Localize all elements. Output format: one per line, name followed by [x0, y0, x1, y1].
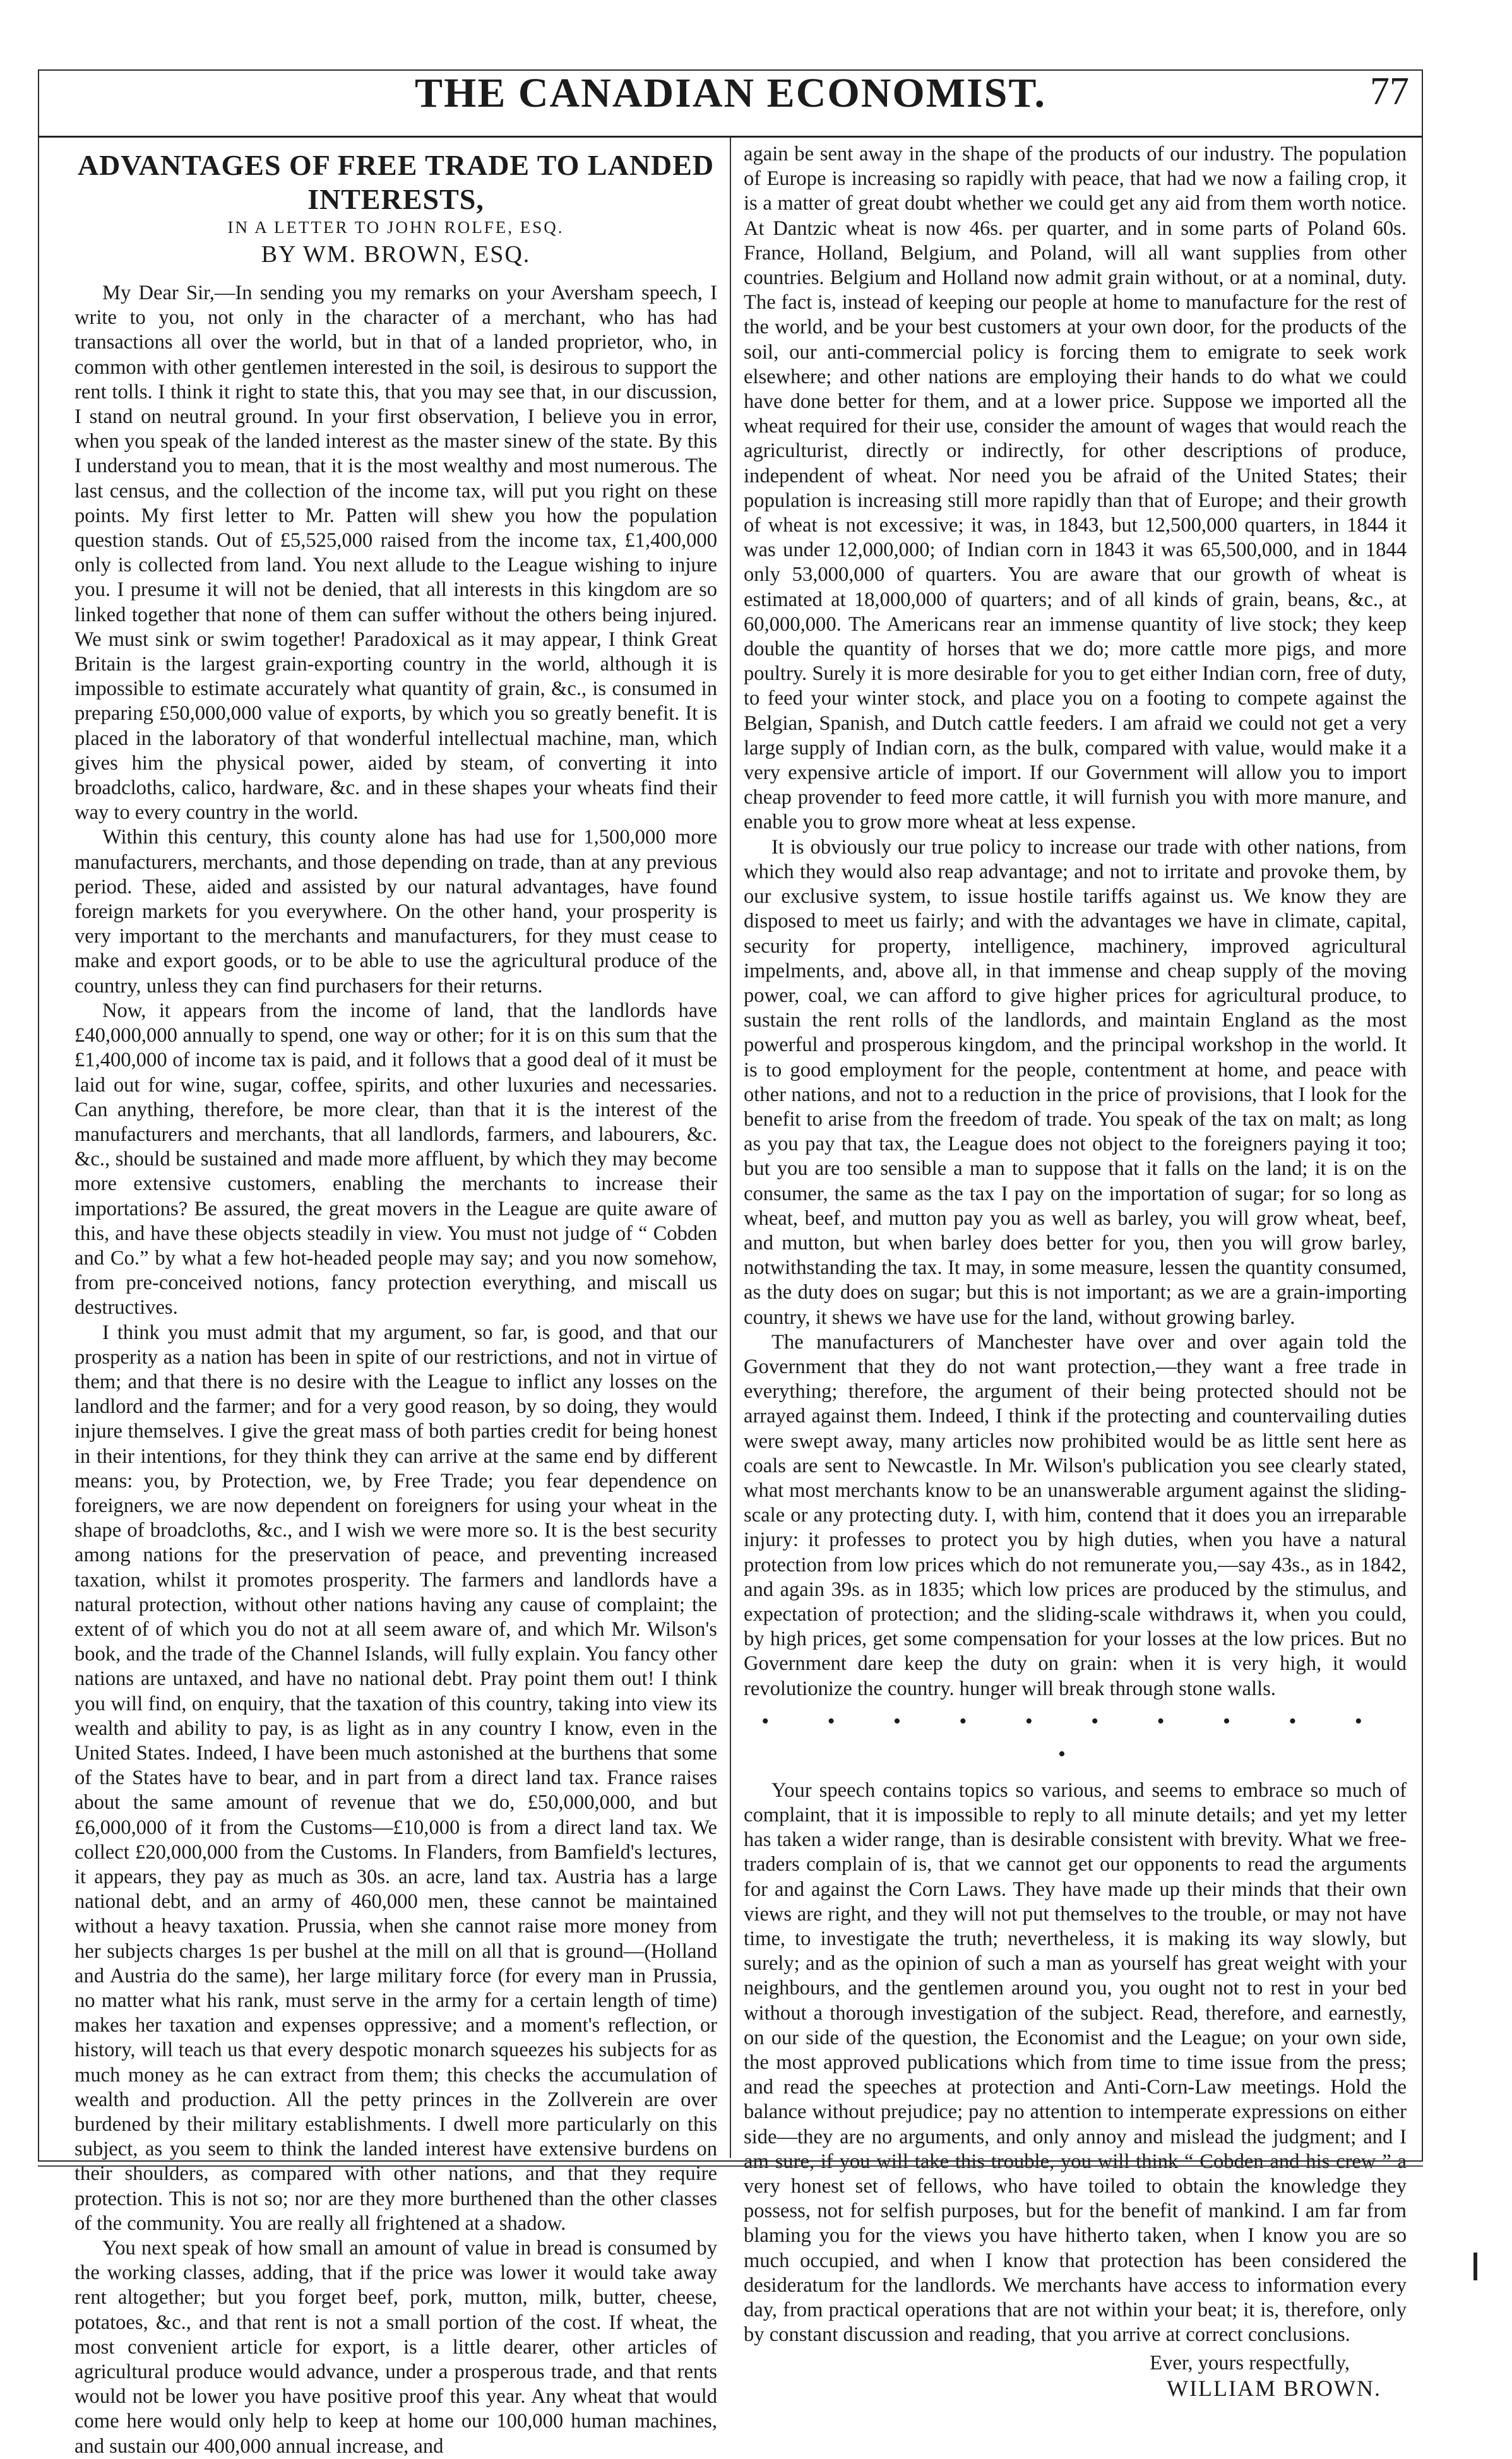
margin-mark	[1473, 2253, 1477, 2280]
article-author: BY WM. BROWN, ESQ.	[261, 241, 531, 268]
paragraph: You next speak of how small an amount of value in bread is consumed by the working classes, adding, that if the price was lower it would take away rent altogether; but you forget beef, pork, mutton, milk, butter, cheese, potatoes, &c., and that rent is not a small portion of the cost. If wheat, the most convenient article for export, is a little dearer, other articles of agricultural produce would advance, under a prosperous trade, and that rents would not be lower you have positive proof this year. Any wheat that would come here would only help to keep at home our 100,000 human machines, and sustain our 400,000 annual increase, and	[74, 2237, 717, 2458]
article-subtitle: IN A LETTER TO JOHN ROLFE, ESQ.	[227, 218, 564, 237]
closing-salutation: Ever, yours respectfully,	[1150, 2352, 1350, 2375]
paragraph: again be sent away in the shape of the products of our industry. The population of Europe is increasing so rapidly with peace, that had we now a failing crop, it is a matter of great doubt whether we could get any aid from them worth notice. At Dantzic wheat is now 46s. per quarter, and in some parts of Poland 60s. France, Holland, Belgium, and Poland, will all want supplies from other countries. Belgium and Holland now admit grain without, or at a nominal, duty. The fact is, instead of keeping our people at home to manufacture for the rest of the world, and be your best customers at your own door, for the products of the soil, our anti-commercial policy is forcing them to emigrate to seek work elsewhere; and other nations are employing their hands to do what we could have done better for them, and at a lower price. Suppose we imported all the wheat required for their use, consider the amount of wages that would reach the agriculturist, directly or indirectly, for other descriptions of produce, independent of wheat. Nor need you be afraid of the United States; their population is increasing still more rapidly than that of Europe; and their growth of wheat is not excessive; it was, in 1843, but 12,500,000 quarters, in 1844 it was under 12,000,000; of Indian corn in 1843 it was 65,500,000, and in 1844 only 53,000,000 of quarters. You are aware that our growth of wheat is estimated at 18,000,000 of quarters; and of all kinds of grain, beans, &c., at 60,000,000. The Americans rear an immense quantity of live stock; they keep double the quantity of horses that we do; more cattle more pigs, and more poultry. Surely it is more desirable for you to get either Indian corn, free of duty, to feed your winter stock, and place you on a footing to compete against the Belgian, Spanish, and Dutch cattle feeders. I am afraid we could not get a very large supply of Indian corn, as the bulk, compared with value, would make it a very expensive article of import. If our Government will allow you to import cheap provender to feed more cattle, it will furnish you with more manure, and enable you to grow more wheat at less expense.	[744, 143, 1407, 834]
paragraph: I think you must admit that my argument, so far, is good, and that our prosperity as a nation has been in spite of our restrictions, and not in virtue of them; and that there is no desire with the League to inflict any losses on the landlord and the farmer; and for a very good reason, by so doing, they would injure themselves. I give the great mass of both parties credit for being honest in their intentions, for they think they can arrive at the same end by different means: you, by Protection, we, by Free Trade; you fear dependence on foreigners, we are now dependent on foreigners for using your wheat in the shape of broadcloths, &c., and I wish we were more so. It is the best security among nations for the preservation of peace, and preventing increased taxation, whilst it promotes prosperity. The farmers and landlords have a natural protection, without other nations having any cause of complaint; the extent of of which you do not at all seem aware of, and which Mr. Wilson's book, and the trade of the Channel Islands, will fully explain. You fancy other nations are untaxed, and have no national debt. Pray point them out! I think you will find, on enquiry, that the taxation of this country, taking into view its wealth and ability to pay, is as light as in any country I know, even in the United States. Indeed, I have been much astonished at the burthens that some of the States have to bear, and in part from a direct land tax. France raises about the same amount of revenue that we do, £50,000,000, and but £6,000,000 of it from the Customs—£10,000 is from a direct land tax. We collect £20,000,000 from the Customs. In Flanders, from Bamfield's lectures, it appears, they pay as much as 30s. an acre, land tax. Austria has a large national debt, and an army of 460,000 men, these cannot be maintained without a heavy taxation. Prussia, when she cannot raise more money from her subjects charges 1s per bushel at the mill on all that is ground—(Holland and Austria do the same), her large military force (for every man in Prussia, no matter what his rank, must serve in the army for a certain length of time) makes her taxation and expenses oppressive; and a moment's reflection, or history, will teach us that every despotic monarch squeezes his subjects for as much money as he can extract from them; this checks the accumulation of wealth and production. All the petty princes in the Zollverein are over burdened by their military establishments. I dwell more particularly on this subject, as you seem to think the landed interest have extensive burdens on their shoulders, as compared with other nations, and that they require protection. This is not so; nor are they more burthened than the other classes of the community. You are really all frightened at a shadow.	[74, 1321, 717, 2235]
article-title: ADVANTAGES OF FREE TRADE TO LANDED INTERESTS,	[77, 149, 715, 215]
paragraph: The manufacturers of Manchester have over and over again told the Government that they do not want protection,—they want a free trade in everything; therefore, the argument of their being protected should not be arrayed against them. Indeed, I think if the protecting and countervailing duties were swept away, many articles now prohibited would be as little sent here as coals are sent to Newcastle. In Mr. Wilson's publication you see clearly stated, what most merchants know to be an unanswerable argument against the sliding-scale or any protecting duty. I, with him, contend that it does you an irreparable injury: it professes to protect you by high duties, when you have a natural protection from low prices which do not remunerate you,—say 43s., as in 1842, and again 39s. as in 1835; which low prices are produced by the stimulus, and expectation of protection; and the sliding-scale withdraws it, when you could, by high prices, get some compensation for your losses at the low prices. But no Government dare keep the duty on grain: when it is very high, it would revolutionize the country. hunger will break through stone walls.	[744, 1330, 1407, 1700]
footer-divider	[38, 2165, 1423, 2167]
paragraph: Now, it appears from the income of land, that the landlords have £40,000,000 annually to spend, one way or other; for it is on this sum that the £1,400,000 of income tax is paid, and it follows that a good deal of it must be laid out for wine, sugar, coffee, spirits, and other luxuries and necessaries. Can anything, therefore, be more clear, than that it is the interest of the manufacturers and merchants, that all landlords, farmers, and labourers, &c. &c., should be sustained and made more affluent, by which they may become more extensive customers, enabling the merchants to increase their importations? Be assured, the great movers in the League are quite aware of this, and have these objects steadily in view. You must not judge of “ Cobden and Co.” by what a few hot-headed people may say; and you now somehow, from pre-conceived notions, fancy protection everything, and miscall us destructives.	[74, 999, 717, 1319]
section-separator: • • • • • • • • • • •	[761, 1709, 1389, 1766]
paragraph: Within this century, this county alone has had use for 1,500,000 more manufacturers, merchants, and those depending on trade, than at any previous period. These, aided and assisted by our natural advantages, have found foreign markets for you everywhere. On the other hand, your prosperity is very important to the merchants and manufacturers, for they must cease to make and export goods, or to be able to use the agricultural produce of the country, unless they can find purchasers for their returns.	[74, 826, 717, 997]
paragraph: It is obviously our true policy to increase our trade with other nations, from which they would also reap advantage; and not to irritate and provoke them, by our exclusive system, to issue hostile tariffs against us. We know they are disposed to meet us fairly; and with the advantages we have in climate, capital, security for property, intelligence, machinery, improved agricultural impelments, and, above all, in that immense and cheap supply of the moving power, coal, we can afford to give higher prices for agricultural produce, to sustain the rent rolls of the landlords, and maintain England as the most powerful and prosperous kingdom, and the principal workshop in the world. It is to good employment for the people, contentment at home, and peace with other nations, and not to a reduction in the price of provisions, that I look for the benefit to arise from the freedom of trade. You speak of the tax on malt; as long as you pay that tax, the League does not object to the foreigners paying it too; but you are too sensible a man to suppose that it falls on the land; it is on the consumer, the same as the tax I pay on the importation of sugar; for so long as wheat, beef, and mutton pay you as well as barley, you will grow wheat, beef, and mutton, but when barley does better for you, then you will grow barley, notwithstanding the tax. It may, in some measure, lessen the quantity consumed, as the duty does on sugar; but this is not important; as we are a grain-importing country, it shews we have use for the land, without growing barley.	[744, 835, 1407, 1329]
right-column	[744, 142, 1407, 2401]
column-divider	[730, 138, 731, 2158]
page-number: 77	[1370, 70, 1409, 113]
publication-title: THE CANADIAN ECONOMIST.	[414, 70, 1047, 116]
page-header	[38, 68, 1423, 138]
left-column	[74, 142, 717, 2459]
signature: WILLIAM BROWN.	[1167, 2375, 1381, 2401]
paragraph: Your speech contains topics so various, and seems to embrace so much of complaint, that it is impossible to reply to all minute details; and yet my letter has taken a wider range, than is desirable consistent with brevity. What we free-traders complain of is, that we cannot get our opponents to read the arguments for and against the Corn Laws. They have made up their minds that their own views are right, and they will not put themselves to the trouble, or may not have time, to investigate the truth; nevertheless, it is making its way slowly, but surely; and as the opinion of such a man as yourself has great weight with your neighbours, and the gentlemen around you, you ought not to rest in your bed without a thorough investigation of the subject. Read, therefore, and earnestly, on our side of the question, the Economist and the League; on your own side, the most approved publications which from time to time issue from the press; and read the speeches at protection and Anti-Corn-Law meetings. Hold the balance without prejudice; pay no attention to intemperate expressions on either side—they are no arguments, and only annoy and mislead the judgment; and I am sure, if you will take this trouble, you will think “ Cobden and his crew ” a very honest set of fellows, who have toiled to obtain the knowledge they possess, not for selfish purposes, but for the benefit of mankind. I am far from blaming you for the views you have hitherto taken, when I know you are so much occupied, and when I know that protection has been considered the desideratum for the landlords. We merchants have access to information every day, from practical operations that are not within your beat; it is, therefore, only by constant discussion and reading, that you arrive at correct conclusions.	[744, 1778, 1407, 2347]
paragraph: My Dear Sir,—In sending you my remarks on your Aversham speech, I write to you, not only in the character of a merchant, who has had transactions all over the world, but in that of a landed proprietor, who, in common with other gentlemen interested in the soil, is desirous to support the rent tolls. I think it right to state this, that you may see that, in our discussion, I stand on neutral ground. In your first observation, I believe you in error, when you speak of the landed interest as the master sinew of the state. By this I understand you to mean, that it is the most wealthy and most numerous. The last census, and the collection of the income tax, will put you right on these points. My first letter to Mr. Patten will shew you how the population question stands. Out of £5,525,000 raised from the income tax, £1,400,000 only is collected from land. You next allude to the League wishing to injure you. I presume it will not be denied, that all interests in this kingdom are so linked together that none of them can suffer without the others being injured. We must sink or swim together! Paradoxical as it may appear, I think Great Britain is the largest grain-exporting country in the world, although it is impossible to estimate accurately what quantity of grain, &c., is consumed in preparing £50,000,000 value of exports, by which you so greatly benefit. It is placed in the laboratory of that wonderful intellectual machine, man, which gives him the physical power, aided by steam, of converting it into broadcloths, calico, hardware, &c. and in these shapes your wheats find their way to every country in the world.	[74, 282, 717, 825]
